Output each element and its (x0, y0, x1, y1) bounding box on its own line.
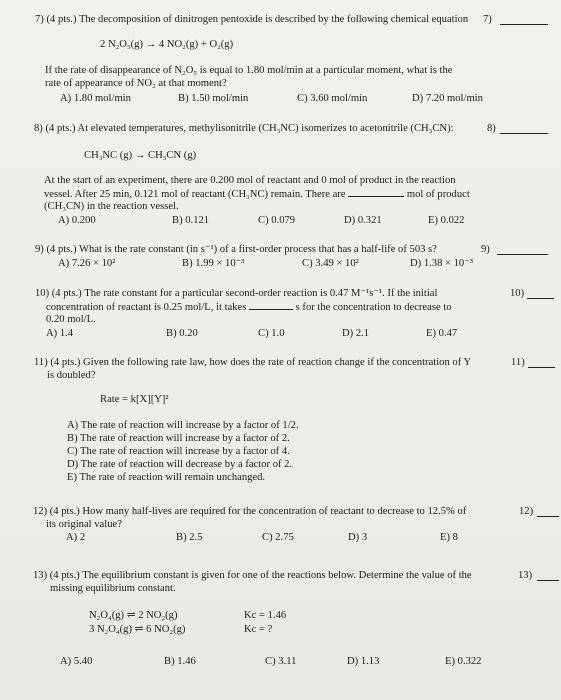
question-8-body-line3: (CH₃CN) in the reaction vessel. (44, 201, 179, 212)
question-10-stem: 10) (4 pts.) The rate constant for a particular second-order reaction is 0.47 M⁻¹s⁻¹. If the initial (35, 288, 438, 299)
question-10-answer-label: 10) (510, 288, 525, 299)
question-8-choice-b[interactable]: B) 0.121 (172, 215, 210, 226)
question-9-choice-a[interactable]: A) 7.26 × 10² (58, 258, 116, 269)
question-7-choice-c[interactable]: C) 3.60 mol/min (297, 93, 368, 104)
question-11-choice-c[interactable]: C) The rate of reaction will increase by a factor of 4. (67, 446, 290, 457)
question-13-k2: Kc = ? (244, 624, 273, 635)
question-13-k1: Kc = 1.46 (244, 610, 287, 621)
question-12-choice-d[interactable]: D) 3 (348, 532, 368, 543)
question-13-choice-a[interactable]: A) 5.40 (60, 656, 93, 667)
question-13-choice-b[interactable]: B) 1.46 (164, 656, 196, 667)
question-11-answer-blank[interactable] (528, 367, 555, 368)
question-7-body-line2: rate of appearance of NO₂ at that moment? (45, 78, 227, 89)
question-8-answer-label: 8) (487, 123, 496, 134)
question-7-choice-a[interactable]: A) 1.80 mol/min (60, 93, 131, 104)
question-10-body-line1b: s for the concentration to decrease to (295, 302, 452, 313)
question-8-body-line1: At the start of an experiment, there are 0.200 mol of reactant and 0 mol of product in the reaction (44, 175, 456, 186)
question-8-stem: 8) (4 pts.) At elevated temperatures, methylisonitrile (CH₃NC) isomerizes to acetonitrile (CH₃CN): (34, 123, 454, 134)
question-12-choice-a[interactable]: A) 2 (66, 532, 86, 543)
question-10-choice-b[interactable]: B) 0.20 (166, 328, 198, 339)
question-9-answer-blank[interactable] (497, 254, 548, 255)
question-13-answer-blank[interactable] (537, 580, 559, 581)
question-12-choice-b[interactable]: B) 2.5 (176, 532, 203, 543)
question-13-answer-label: 13) (518, 570, 533, 581)
question-12-choice-c[interactable]: C) 2.75 (262, 532, 294, 543)
question-12-answer-blank[interactable] (537, 516, 559, 517)
question-8-body-line2b: mol of product (406, 189, 470, 200)
question-11-stem: 11) (4 pts.) Given the following rate law, how does the rate of reaction change if the concentration of Y (34, 357, 472, 368)
question-13-stem-continued: missing equilibrium constant. (50, 583, 176, 594)
question-7-stem: 7) (4 pts.) The decomposition of dinitrogen pentoxide is described by the following chemical equation (35, 14, 469, 25)
question-9-stem: 9) (4 pts.) What is the rate constant (in s⁻¹) of a first-order process that has a half-life of 503 s? (35, 244, 437, 255)
question-10-choice-e[interactable]: E) 0.47 (426, 328, 458, 339)
question-8-choice-a[interactable]: A) 0.200 (58, 215, 96, 226)
question-12-choice-e[interactable]: E) 8 (440, 532, 458, 543)
question-9-choice-b[interactable]: B) 1.99 × 10⁻³ (182, 258, 245, 269)
question-12-stem: 12) (4 pts.) How many half-lives are required for the concentration of reactant to decrease to 12.5% of (33, 506, 467, 517)
question-10-answer-blank[interactable] (527, 298, 554, 299)
question-10-body-line1a: concentration of reactant is 0.25 mol/L, it takes (46, 302, 247, 313)
question-8-equation: CH₃NC (g) → CH₃CN (g) (84, 150, 197, 161)
question-11-choice-d[interactable]: D) The rate of reaction will decrease by a factor of 2. (67, 459, 293, 470)
question-11-answer-label: 11) (511, 357, 525, 368)
question-7-body-line1: If the rate of disappearance of N₂O₅ is equal to 1.80 mol/min at a particular moment, what is the (45, 65, 453, 76)
question-12-answer-label: 12) (519, 506, 534, 517)
question-8-fill-blank[interactable] (348, 187, 404, 197)
question-11-choice-e[interactable]: E) The rate of reaction will remain unchanged. (67, 472, 266, 483)
question-10-choice-a[interactable]: A) 1.4 (46, 328, 74, 339)
question-13-choice-c[interactable]: C) 3.11 (265, 656, 297, 667)
question-7-answer-blank[interactable] (500, 24, 548, 25)
question-13-choice-e[interactable]: E) 0.322 (445, 656, 482, 667)
question-11-choice-b[interactable]: B) The rate of reaction will increase by a factor of 2. (67, 433, 290, 444)
question-8-answer-blank[interactable] (500, 133, 548, 134)
question-13-reaction-2: 3 N₂O₄(g) ⇌ 6 NO₂(g) (89, 624, 186, 635)
question-10-fill-blank[interactable] (249, 300, 293, 310)
question-13-choice-d[interactable]: D) 1.13 (347, 656, 380, 667)
question-9-choice-c[interactable]: C) 3.49 × 10² (302, 258, 359, 269)
question-7-equation: 2 N₂O₅(g) → 4 NO₂(g) + O₂(g) (100, 39, 234, 50)
question-10-body-line2: 0.20 mol/L. (46, 314, 96, 325)
question-11-choice-a[interactable]: A) The rate of reaction will increase by a factor of 1/2. (67, 420, 299, 431)
question-13-stem: 13) (4 pts.) The equilibrium constant is given for one of the reactions below. Determine the value of the (33, 570, 472, 581)
question-7-choice-b[interactable]: B) 1.50 mol/min (178, 93, 249, 104)
question-7-choice-d[interactable]: D) 7.20 mol/min (412, 93, 483, 104)
question-9-answer-label: 9) (481, 244, 490, 255)
question-8-choice-c[interactable]: C) 0.079 (258, 215, 296, 226)
question-8-choice-e[interactable]: E) 0.022 (428, 215, 465, 226)
question-11-stem-continued: is doubled? (47, 370, 96, 381)
question-9-choice-d[interactable]: D) 1.38 × 10⁻³ (410, 258, 473, 269)
question-8-body-line2a: vessel. After 25 min, 0.121 mol of reactant (CH₃NC) remain. There are (44, 189, 346, 200)
question-10-choice-c[interactable]: C) 1.0 (258, 328, 285, 339)
question-7-answer-label: 7) (483, 14, 492, 25)
question-8-choice-d[interactable]: D) 0.321 (344, 215, 382, 226)
question-12-stem-continued: its original value? (46, 519, 122, 530)
question-10-choice-d[interactable]: D) 2.1 (342, 328, 370, 339)
question-11-rate-law: Rate = k[X][Y]² (100, 394, 169, 405)
question-13-reaction-1: N₂O₄(g) ⇌ 2 NO₂(g) (89, 610, 178, 621)
